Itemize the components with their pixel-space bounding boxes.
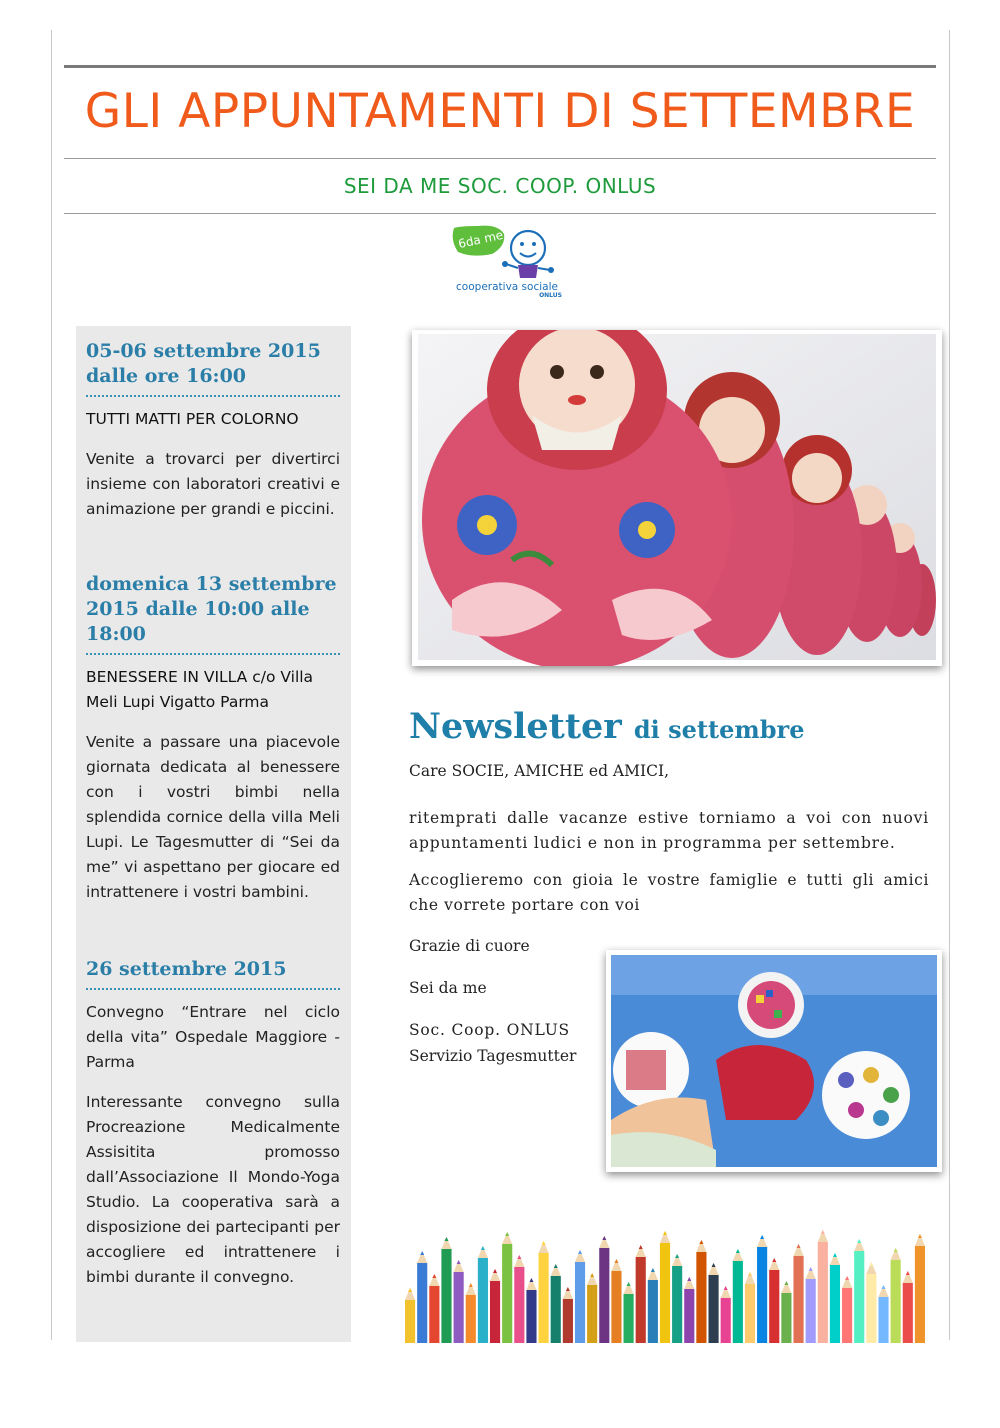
pencil-body [611, 1271, 621, 1343]
pencil-lead [590, 1273, 594, 1277]
page-border-left [51, 30, 52, 1340]
pencil-body [466, 1295, 476, 1343]
pencil-body [733, 1261, 743, 1343]
pencil-body [502, 1244, 512, 1343]
pencil-body [636, 1257, 646, 1343]
event-date: domenica 13 settembre 2015 dalle 10:00 alle 18:00 [86, 573, 337, 645]
pencil-body [648, 1280, 658, 1343]
pencil-lead [918, 1234, 922, 1238]
event-heading: BENESSERE IN VILLA [86, 668, 248, 686]
pencil-body [696, 1252, 706, 1343]
pencil-body [587, 1285, 597, 1343]
pencil-body [891, 1260, 901, 1343]
pencil-body [660, 1243, 670, 1343]
pencil-lead [651, 1268, 655, 1272]
newsletter-title-sub: di settembre [633, 715, 805, 744]
pencil-body [551, 1276, 561, 1343]
pencil-lead [457, 1260, 461, 1264]
pencil-lead [821, 1230, 825, 1234]
event-heading: TUTTI MATTI PER COLORNO [86, 410, 299, 428]
pencil-body [478, 1258, 488, 1343]
subtitle-rule [64, 213, 936, 214]
matryoshka-image [412, 330, 942, 666]
pencil-lead [444, 1237, 448, 1241]
pencil-body [806, 1279, 816, 1343]
matryoshka-photo [412, 330, 942, 666]
events-sidebar [76, 326, 351, 1342]
pencil-body [684, 1289, 694, 1343]
pencil-lead [784, 1281, 788, 1285]
pencil-body [514, 1267, 524, 1343]
pencil-lead [675, 1254, 679, 1258]
colored-pencils-image [404, 1215, 926, 1343]
pencil-lead [663, 1231, 667, 1235]
page-title: GLI APPUNTAMENTI DI SETTEMBRE [84, 84, 916, 139]
pencil-lead [578, 1250, 582, 1254]
event-heading-block [86, 665, 340, 715]
newsletter-greeting: Care SOCIE, AMICHE ed AMICI, [409, 762, 670, 780]
pencil-body [781, 1293, 791, 1343]
pencil-lead [542, 1241, 546, 1245]
pencil-body [454, 1272, 464, 1343]
pencil-body [526, 1290, 536, 1343]
pencil-lead [857, 1239, 861, 1243]
newsletter-sign-2: Soc. Coop. ONLUS [409, 1021, 570, 1039]
pencil-lead [554, 1264, 558, 1268]
pencil-lead [505, 1232, 509, 1236]
craft-activity-photo [606, 950, 942, 1172]
pencil-body [672, 1266, 682, 1343]
logo-text: cooperativa sociale [456, 281, 558, 293]
pencil-lead [736, 1249, 740, 1253]
pencil-lead [614, 1259, 618, 1263]
pencil-body [769, 1270, 779, 1343]
pencil-lead [869, 1262, 873, 1266]
pencil-lead [517, 1255, 521, 1259]
pencil-body [721, 1298, 731, 1343]
pencil-body [429, 1286, 439, 1343]
pencil-body [818, 1242, 828, 1343]
pencil-body [417, 1263, 427, 1343]
pencil-lead [529, 1278, 533, 1282]
pencil-body [599, 1248, 609, 1343]
newsletter-title [409, 706, 804, 747]
pencil-body [903, 1283, 913, 1343]
event-description: Venite a trovarci per divertirci insieme con laboratori creativi e animazione per grandi e piccini. [86, 450, 340, 518]
pencil-body [842, 1288, 852, 1343]
pencil-body [490, 1281, 500, 1343]
pencil-body [575, 1262, 585, 1343]
pencil-body [757, 1247, 767, 1343]
pencil-lead [845, 1276, 849, 1280]
pencil-lead [687, 1277, 691, 1281]
pencil-lead [833, 1253, 837, 1257]
pencil-lead [712, 1263, 716, 1267]
pencil-lead [772, 1258, 776, 1262]
event-date: 26 settembre 2015 [86, 958, 287, 980]
pencil-lead [566, 1287, 570, 1291]
logo-mark: 6da me! [456, 226, 510, 252]
pencil-lead [809, 1267, 813, 1271]
page-border-right [949, 30, 950, 1340]
pencil-body [539, 1253, 549, 1343]
event-heading: Convegno “Entrare nel ciclo della vita” Ospedale Maggiore - Parma [86, 1003, 340, 1071]
pencil-lead [469, 1283, 473, 1287]
event-2 [86, 572, 340, 905]
pencil-lead [894, 1248, 898, 1252]
title-rule [64, 158, 936, 159]
newsletter-paragraph-2: Accoglieremo con gioia le vostre famiglie e tutti gli amici che vorrete portare con voi [409, 871, 929, 914]
logo-subtext: ONLUS [539, 292, 562, 299]
page-subtitle: SEI DA ME SOC. COOP. ONLUS [343, 174, 657, 198]
event-description: Interessante convegno sulla Procreazione Medicalmente Assisitita promosso dall’Associazione Il Mondo-Yoga Studio. La cooperativa sarà a disposizione dei partecipanti per accogliere ed intrattenere i bimbi durante il convegno. [86, 1093, 340, 1286]
pencil-lead [408, 1288, 412, 1292]
dotted-separator [86, 988, 340, 990]
dotted-separator [86, 395, 340, 397]
newsletter-thanks: Grazie di cuore [409, 937, 530, 955]
pencil-body [624, 1294, 634, 1343]
pencil-lead [627, 1282, 631, 1286]
newsletter-paragraph-1: ritemprati dalle vacanze estive torniamo a voi con nuovi appuntamenti ludici e non in programma per settembre. [409, 809, 929, 852]
pencil-body [793, 1256, 803, 1343]
pencil-body [745, 1284, 755, 1343]
newsletter-sign-3: Servizio Tagesmutter [409, 1047, 577, 1065]
pencil-body [854, 1251, 864, 1343]
top-rule [64, 65, 936, 68]
pencil-lead [724, 1286, 728, 1290]
pencil-lead [481, 1246, 485, 1250]
event-date: 05-06 settembre 2015 dalle ore 16:00 [86, 340, 321, 387]
pencil-lead [432, 1274, 436, 1278]
newsletter-sign-1: Sei da me [409, 979, 487, 997]
pencil-lead [493, 1269, 497, 1273]
event-3 [86, 957, 340, 1290]
pencil-lead [639, 1245, 643, 1249]
pencil-lead [602, 1236, 606, 1240]
pencil-lead [760, 1235, 764, 1239]
pencil-body [441, 1249, 451, 1343]
craft-image [606, 950, 942, 1172]
pencil-body [405, 1300, 415, 1343]
pencil-lead [748, 1272, 752, 1276]
pencil-body [866, 1274, 876, 1343]
pencil-lead [420, 1251, 424, 1255]
pencil-lead [882, 1285, 886, 1289]
pencil-lead [906, 1271, 910, 1275]
pencil-body [563, 1299, 573, 1343]
event-location: c/o Villa Meli Lupi Vigatto Parma [86, 668, 314, 711]
newsletter-title-main: Newsletter [409, 706, 622, 747]
dotted-separator [86, 653, 340, 655]
pencil-body [830, 1265, 840, 1343]
event-description: Venite a passare una piacevole giornata dedicata al benessere con i vostri bimbi nella splendida cornice della villa Meli Lupi. Le Tagesmutter di “Sei da me” vi aspettano per giocare ed intrattenere i vostri bambini. [86, 733, 340, 901]
pencil-body [878, 1297, 888, 1343]
pencil-body [915, 1246, 925, 1343]
pencil-lead [797, 1244, 801, 1248]
event-1 [86, 339, 340, 522]
pencil-lead [699, 1240, 703, 1244]
pencil-body [708, 1275, 718, 1343]
